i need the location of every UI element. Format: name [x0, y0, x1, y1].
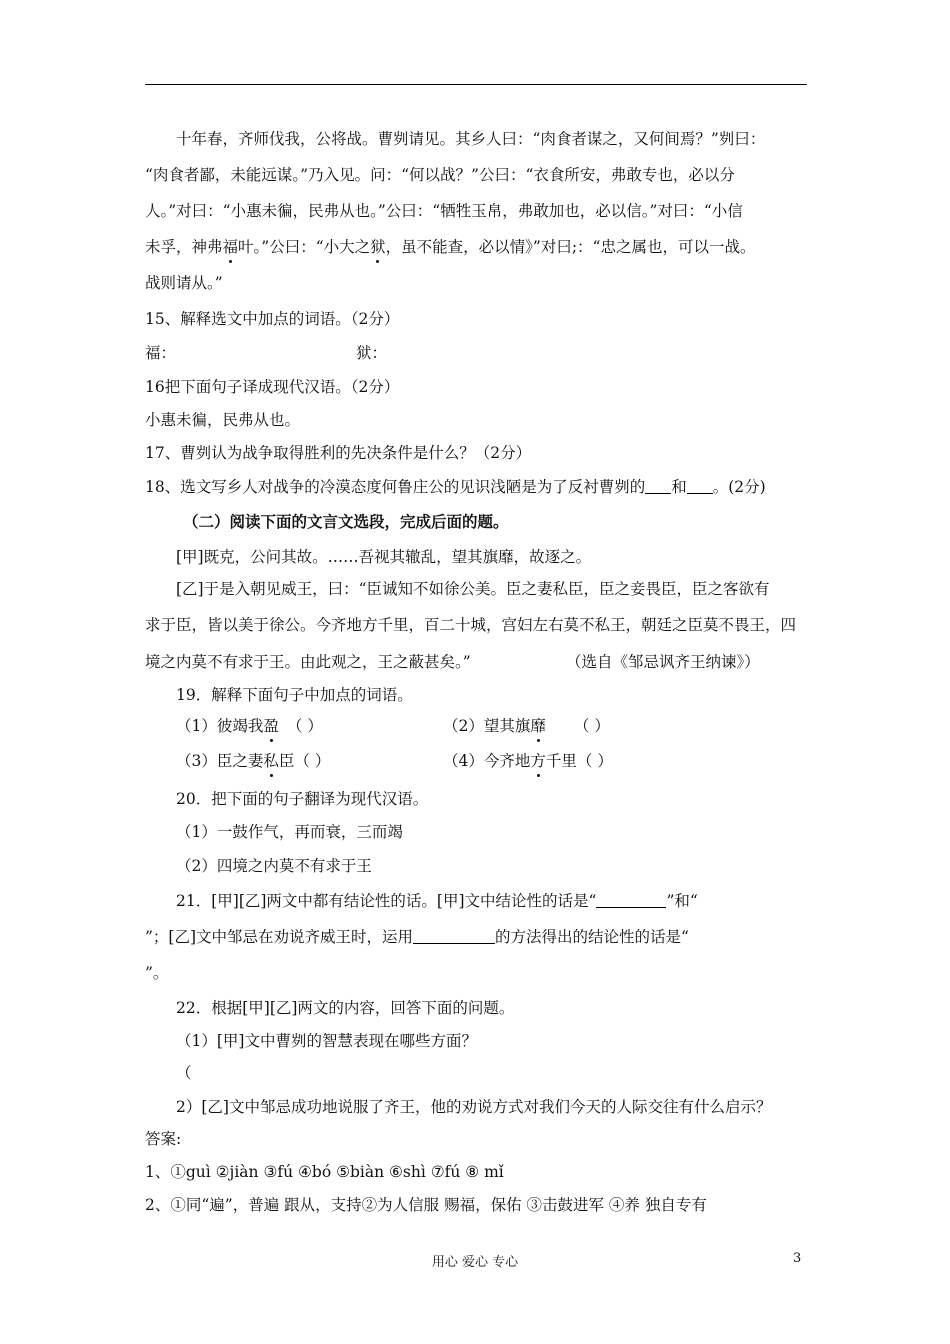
blank: [645, 477, 671, 494]
footer-text: 用心 爱心 专心: [431, 1255, 519, 1270]
answers-label: 答案:: [145, 1130, 182, 1148]
q22-sub-2: 2）[乙]文中邹忌成功地说服了齐王，他的劝说方式对我们今天的人际交往有什么启示？: [176, 1098, 772, 1116]
q15-title: 15、解释选文中加点的词语。（2分）: [145, 310, 400, 328]
q15-yu-label: 狱：: [356, 344, 388, 362]
passage-line-1: 十年春，齐师伐我，公将战。曹刿请见。其乡人曰：“肉食者谋之，又何间焉？”刿曰：: [176, 130, 766, 148]
q16-sentence: 小惠未徧，民弗从也。: [145, 411, 301, 429]
q15-fu-label: 福：: [145, 344, 177, 362]
jia-text: [甲]既克，公问其故。……吾视其辙乱，望其旗靡，故逐之。: [176, 548, 592, 566]
q19-item-3: （3）臣之妻私臣（ ）: [176, 752, 331, 770]
answer-1: 1、①guì ②jiàn ③fú ④bó ⑤biàn ⑥shì ⑦fú ⑧ mǐ: [145, 1163, 504, 1181]
q22-sub-1: （1）[甲]文中曹刿的智慧表现在哪些方面？: [176, 1032, 477, 1050]
answer-2: 2、①同“遍”，普遍 跟从，支持②为人信服 赐福，保佑 ③击鼓进军 ④养 独自专有: [145, 1196, 707, 1214]
header-rule: [145, 84, 807, 85]
q19-item-4: （4）今齐地方千里（ ）: [443, 752, 613, 770]
q20-sentence-2: （2）四境之内莫不有求于王: [176, 857, 372, 875]
dotted-word-fu: 福: [222, 238, 239, 256]
yi-source: （选自《邹忌讽齐王纳谏》）: [566, 653, 760, 671]
q22-sub-1-open: （: [176, 1064, 192, 1082]
q18-line: 18、选文写乡人对战争的冷漠态度何鲁庄公的见识浅陋是为了反衬曹刿的 和 。(2分): [145, 478, 766, 496]
dotted-word: 靡: [530, 717, 546, 735]
yi-line-3: 境之内莫不有求于王。由此观之，王之蔽甚矣。”: [145, 653, 471, 671]
passage-line-2: “肉食者鄙，未能远谋。”乃入见。问：“何以战？”公曰：“衣食所安，弗敢专也，必以分: [145, 166, 735, 184]
page-number: 3: [793, 1251, 802, 1266]
yi-line-2: 求于臣，皆以美于徐公。今齐地方千里，百二十城，宫妇左右莫不私王，朝廷之臣莫不畏王，四: [145, 616, 797, 634]
passage-line-4: 未孚，神弗福叶。”公曰：“小大之狱，虽不能查，必以情》”对曰;：“忠之属也，可以一战。: [145, 238, 756, 256]
blank: [413, 927, 495, 944]
q21-line-3: ”。: [145, 964, 169, 982]
section2-heading: （二）阅读下面的文言文选段，完成后面的题。: [183, 512, 509, 531]
q16-title: 16把下面句子译成现代汉语。（2分）: [145, 378, 400, 396]
passage-line-5: 战则请从。”: [145, 274, 223, 292]
q19-item-2: （2）望其旗靡 （ ）: [443, 717, 610, 735]
yi-line-1: [乙]于是入朝见威王，曰：“臣诚知不如徐公美。臣之妻私臣，臣之妾畏臣，臣之客欲有: [176, 580, 770, 598]
q19-title: 19．解释下面句子中加点的词语。: [176, 686, 413, 704]
dotted-word: 私: [263, 752, 279, 770]
dotted-word: 方: [530, 752, 546, 770]
dotted-word-yu: 狱: [370, 238, 386, 256]
passage-line-3: 人。”对曰：“小惠未徧，民弗从也。”公曰：“牺牲玉帛，弗敢加也，必以信。”对曰：“小信: [145, 202, 743, 220]
q19-item-1: （1）彼竭我盈 （ ）: [176, 717, 323, 735]
q21-line-2: ”；[乙]文中邹忌在劝说齐威王时，运用 的方法得出的结论性的话是“: [145, 928, 689, 946]
q17-title: 17、曹刿认为战争取得胜利的先决条件是什么？（2分）: [145, 444, 532, 462]
blank: [687, 477, 713, 494]
q20-title: 20．把下面的句子翻译为现代汉语。: [176, 790, 429, 808]
q21-line-1: 21．[甲][乙]两文中都有结论性的话。[甲]文中结论性的话是“ ”和“: [176, 892, 698, 910]
q20-sentence-1: （1）一鼓作气，再而衰，三而竭: [176, 823, 403, 841]
q22-title: 22．根据[甲][乙]两文的内容，回答下面的问题。: [176, 999, 515, 1017]
blank: [596, 891, 666, 908]
dotted-word: 盈: [263, 717, 279, 735]
